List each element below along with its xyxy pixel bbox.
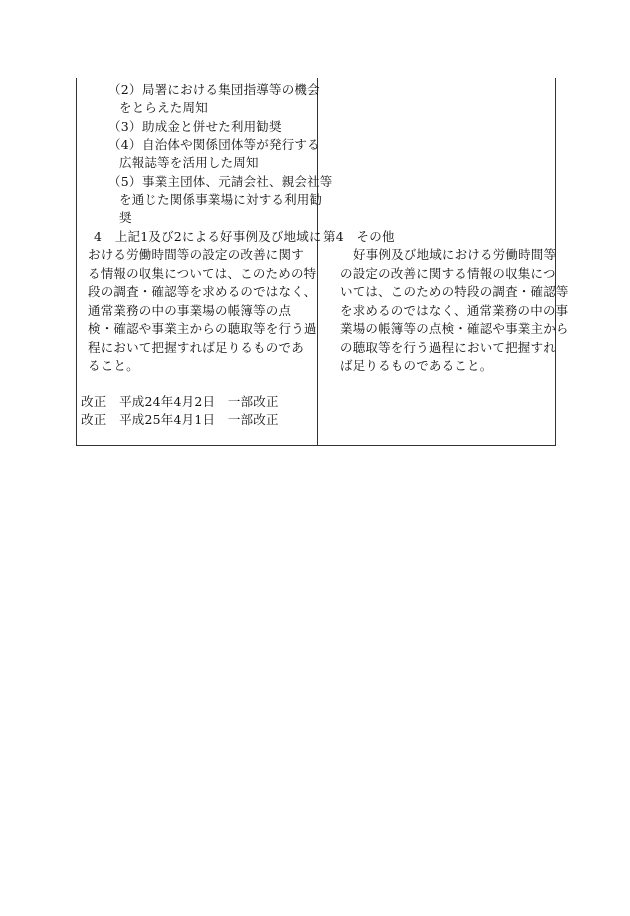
- section-4-line: の聴取等を行う過程において把握すれ: [340, 340, 556, 355]
- item-2-text: 局署における集団指導等の機会: [142, 82, 320, 97]
- item-5-text-cont2: 奨: [119, 210, 132, 225]
- para-4-line: 程において把握すれば足りるものであ: [88, 340, 304, 355]
- item-4-text-cont: 広報誌等を活用した周知: [119, 155, 259, 170]
- para-4-line: 4 上記1及び2による好事例及び地域に: [94, 229, 322, 244]
- section-4-line: を求めるのではなく、通常業務の中の事: [340, 303, 569, 318]
- item-2-text-cont: をとらえた周知: [119, 100, 208, 115]
- section-4-line: 業場の帳簿等の点検・確認や事業主から: [340, 321, 569, 336]
- para-4-line: 段の調査・確認等を求めるのではなく、: [88, 284, 317, 299]
- item-5-number: （5）: [108, 174, 142, 189]
- item-2-number: （2）: [108, 82, 142, 97]
- section-4-line: いては、このための特段の調査・確認等: [340, 284, 569, 299]
- section-4-heading: 第4 その他: [323, 229, 395, 244]
- section-4-line: ば足りるものであること。: [340, 358, 493, 373]
- item-4-text: 自治体や関係団体等が発行する: [142, 137, 320, 152]
- item-5-text-cont: を通じた関係事業場に対する利用勧: [119, 192, 323, 207]
- para-4-line: 通常業務の中の事業場の帳簿等の点: [88, 303, 292, 318]
- para-4-line: る情報の収集については、このための特: [88, 266, 317, 281]
- item-5-text: 事業主団体、元請会社、親会社等: [142, 174, 333, 189]
- item-4-number: （4）: [108, 137, 142, 152]
- para-4-line: ること。: [88, 358, 139, 373]
- right-column: [318, 78, 569, 445]
- revision-note: 改正 平成25年4月1日 一部改正: [81, 412, 279, 427]
- left-column: [77, 78, 333, 445]
- item-3-text: 助成金と併せた利用勧奨: [142, 119, 282, 134]
- para-4-line: 検・確認や事業主からの聴取等を行う過: [88, 321, 317, 336]
- section-4-line: 好事例及び地域における労働時間等: [353, 247, 557, 262]
- para-4-line: おける労働時間等の設定の改善に関す: [88, 247, 304, 262]
- revision-note: 改正 平成24年4月2日 一部改正: [81, 394, 279, 409]
- item-3-number: （3）: [108, 119, 142, 134]
- section-4-line: の設定の改善に関する情報の収集につ: [340, 266, 556, 281]
- comparison-table: [76, 78, 569, 446]
